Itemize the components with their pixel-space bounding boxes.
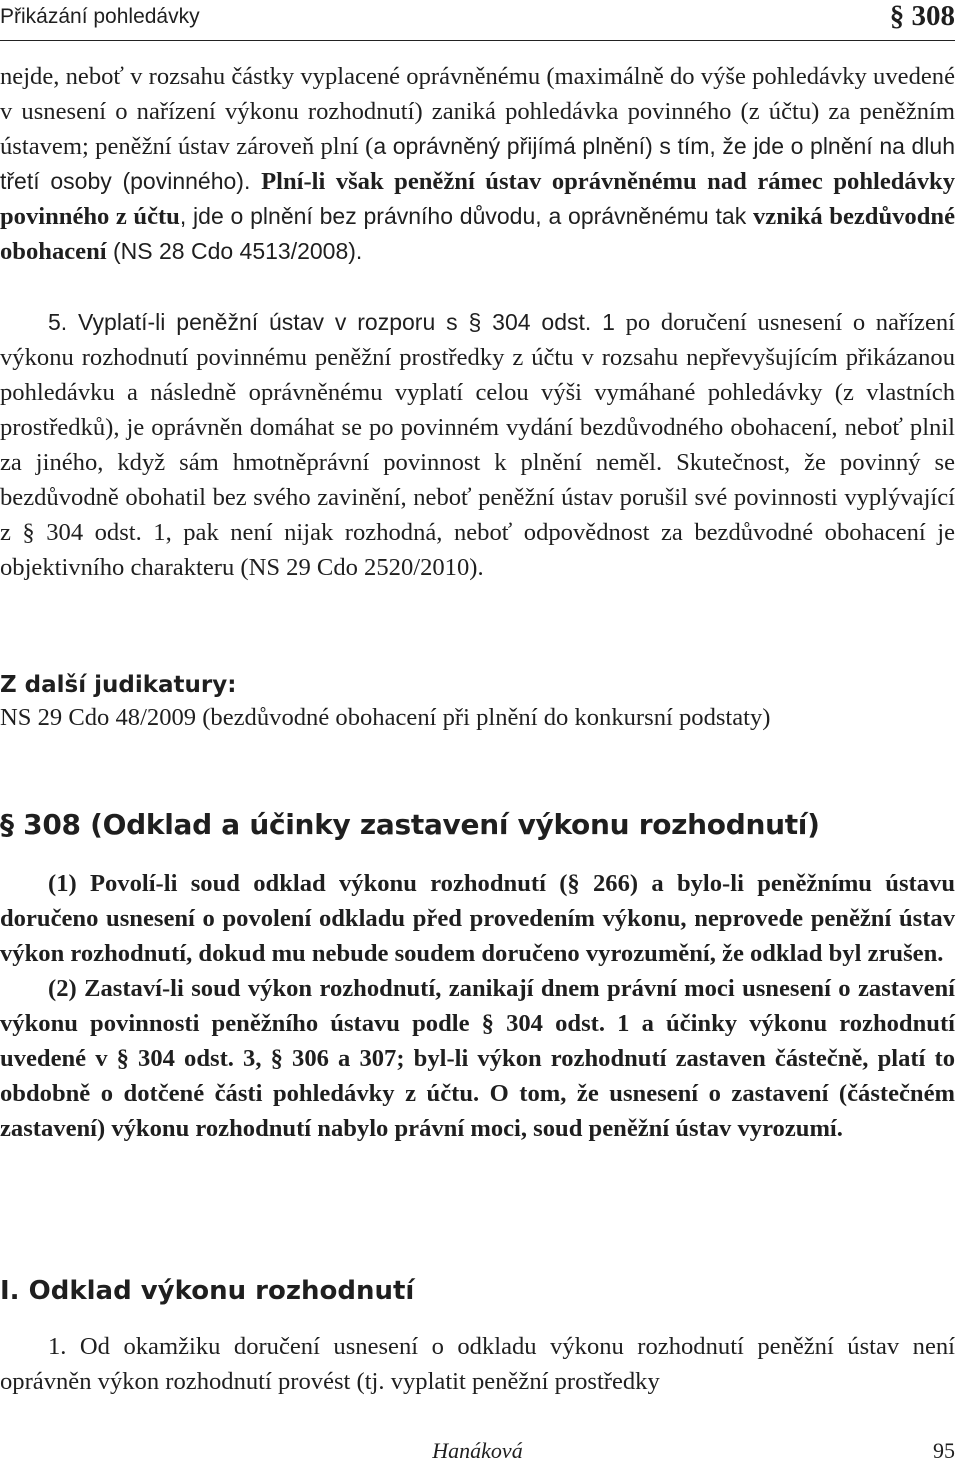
see-also-section xyxy=(0,672,955,735)
statute-text xyxy=(0,866,955,1146)
statute-paragraph-2: (2) Zastaví-li soud výkon rozhodnutí, zanikají dnem právní moci usnesení o zastavení výkonu povinnosti peněžního ústavu podle § 304 odst. 1 a účinky výkonu rozhodnutí uvedené v § 304 odst. 3, § 306 a 307; byl-li výkon rozhodnutí zastaven částečně, platí to obdobně o dotčené části pohledávky z účtu. O tom, že usnesení o zastavení (částečném zastavení) výkonu rozhodnutí nabylo právní moci, soud peněžní ústav vyrozumí. xyxy=(0,975,955,1142)
footer-author: Hanáková xyxy=(432,1438,523,1463)
paragraph-continuation: nejde, neboť v rozsahu částky vyplacené oprávněnému (maximálně do výše pohledávky uvedené v usnesení o nařízení výkonu rozhodnutí) zaniká pohledávka povinného (z účtu) za peněžním ústavem; peněžní ústav zároveň plní (a oprávněný přijímá plnění) s tím, že jde o plnění na dluh třetí osoby (povinného). Plní-li však peněžní ústav oprávněnému nad rámec pohledávky povinného z účtu, jde o plnění bez právního důvodu, a oprávněnému tak vzniká bezdůvodné obohacení (NS 28 Cdo 4513/2008). xyxy=(0,63,956,265)
subheading: I. Odklad výkonu rozhodnutí xyxy=(0,1276,415,1306)
section-heading: § 308 (Odklad a účinky zastavení výkonu rozhodnutí) xyxy=(0,808,820,841)
page-number: 95 xyxy=(933,1438,955,1463)
see-also-heading: Z další judikatury: xyxy=(0,672,237,698)
running-title: Přikázání pohledávky xyxy=(0,5,200,28)
commentary-paragraph-1: 1. Od okamžiku doručení usnesení o odkladu výkonu rozhodnutí peněžní ústav není oprávněn výkon rozhodnutí provést (tj. vyplatit peněžní prostředky xyxy=(0,1333,955,1395)
header-section-number: § 308 xyxy=(889,0,955,32)
paragraph-5: 5. Vyplatí-li peněžní ústav v rozporu s § 304 odst. 1 po doručení usnesení o nařízení výkonu rozhodnutí povinnému peněžní prostředky z účtu v rozsahu nepřevyšujícím přikázanou pohledávku a následně oprávněnému vyplatí celou výši vymáhané pohledávky (z vlastních prostředků), je oprávněn domáhat se po povinném vydání bezdůvodného obohacení, neboť plnil za jiného, když sám hmotněprávní povinnost k plnění neměl. Skutečnost, že povinný se bezdůvodně obohatil bez svého zavinění, neboť peněžní ústav porušil své povinnosti vyplývající z § 304 odst. 1, pak není nijak rozhodná, neboť odpovědnost za bezdůvodné obohacení je objektivního charakteru (NS 29 Cdo 2520/2010). xyxy=(0,309,955,581)
statute-paragraph-1: (1) Povolí-li soud odklad výkonu rozhodnutí (§ 266) a bylo-li peněžnímu ústavu doručeno usnesení o povolení odkladu před provedením výkonu, neprovede peněžní ústav výkon rozhodnutí, dokud mu nebude soudem doručeno vyrozumění, že odklad byl zrušen. xyxy=(0,870,955,967)
see-also-reference: NS 29 Cdo 48/2009 (bezdůvodné obohacení při plnění do konkursní podstaty) xyxy=(0,704,771,731)
page-header xyxy=(0,0,955,41)
